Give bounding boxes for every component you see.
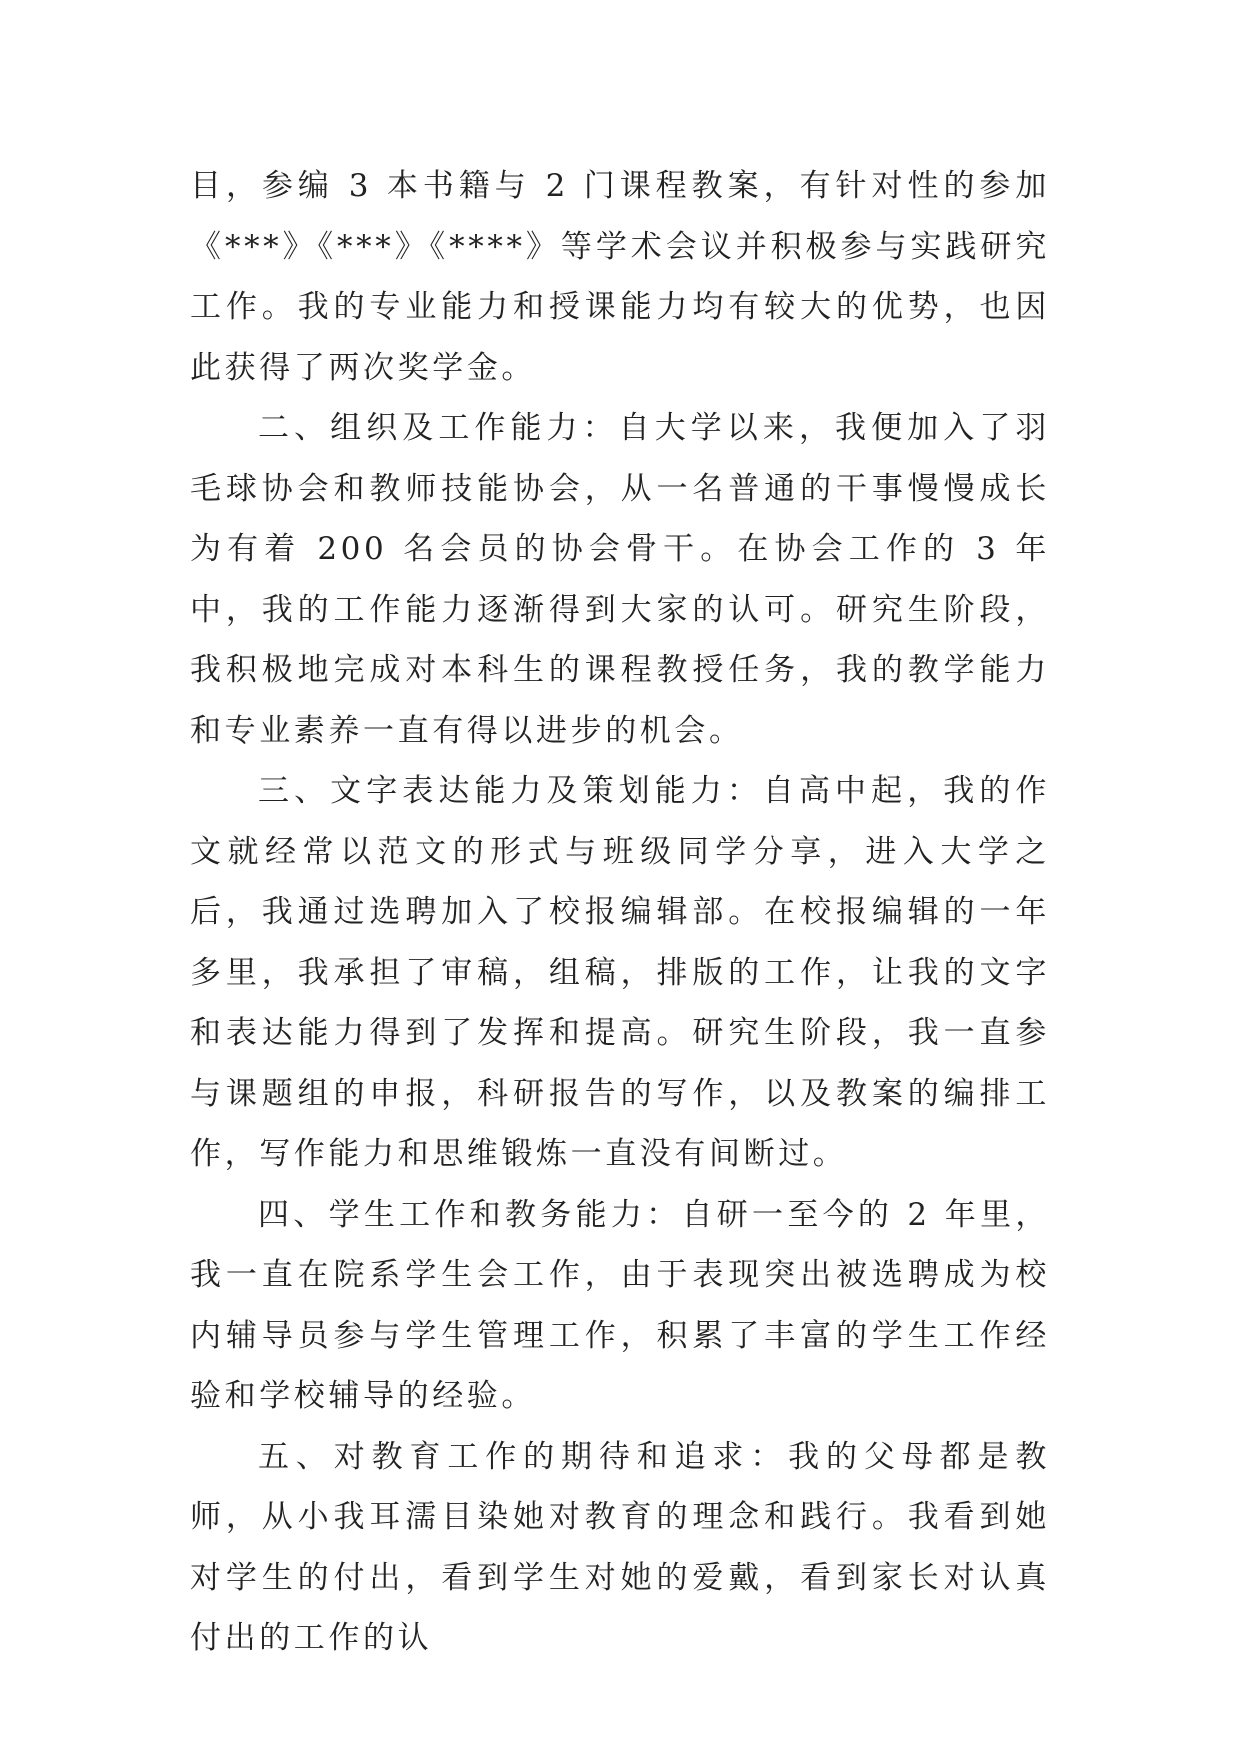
paragraph-student-work-ability: 四、学生工作和教务能力：自研一至今的 2 年里，我一直在院系学生会工作，由于表现突出被选聘成为校内辅导员参与学生管理工作，积累了丰富的学生工作经验和学校辅导的经验。 bbox=[190, 1196, 1050, 1414]
document-body bbox=[190, 156, 1050, 1669]
paragraph-education-expectation: 五、对教育工作的期待和追求：我的父母都是教师，从小我耳濡目染她对教育的理念和践行。我看到她对学生的付出，看到学生对她的爱戴，看到家长对认真付出的工作的认 bbox=[190, 1438, 1050, 1656]
paragraph-organization-ability: 二、组织及工作能力：自大学以来，我便加入了羽毛球协会和教师技能协会，从一名普通的干事慢慢成长为有着 200 名会员的协会骨干。在协会工作的 3 年中，我的工作能力逐渐得到大家的认可。研究生阶段，我积极地完成对本科生的课程教授任务，我的教学能力和专业素养一直有得以进步的机会。 bbox=[190, 410, 1050, 749]
paragraph-writing-ability: 三、文字表达能力及策划能力：自高中起，我的作文就经常以范文的形式与班级同学分享，进入大学之后，我通过选聘加入了校报编辑部。在校报编辑的一年多里，我承担了审稿，组稿，排版的工作，让我的文字和表达能力得到了发挥和提高。研究生阶段，我一直参与课题组的申报，科研报告的写作，以及教案的编排工作，写作能力和思维锻炼一直没有间断过。 bbox=[190, 773, 1050, 1172]
paragraph-continuation: 目，参编 3 本书籍与 2 门课程教案，有针对性的参加《***》《***》《****》等学术会议并积极参与实践研究工作。我的专业能力和授课能力均有较大的优势，也因此获得了两次奖学金。 bbox=[190, 168, 1050, 386]
